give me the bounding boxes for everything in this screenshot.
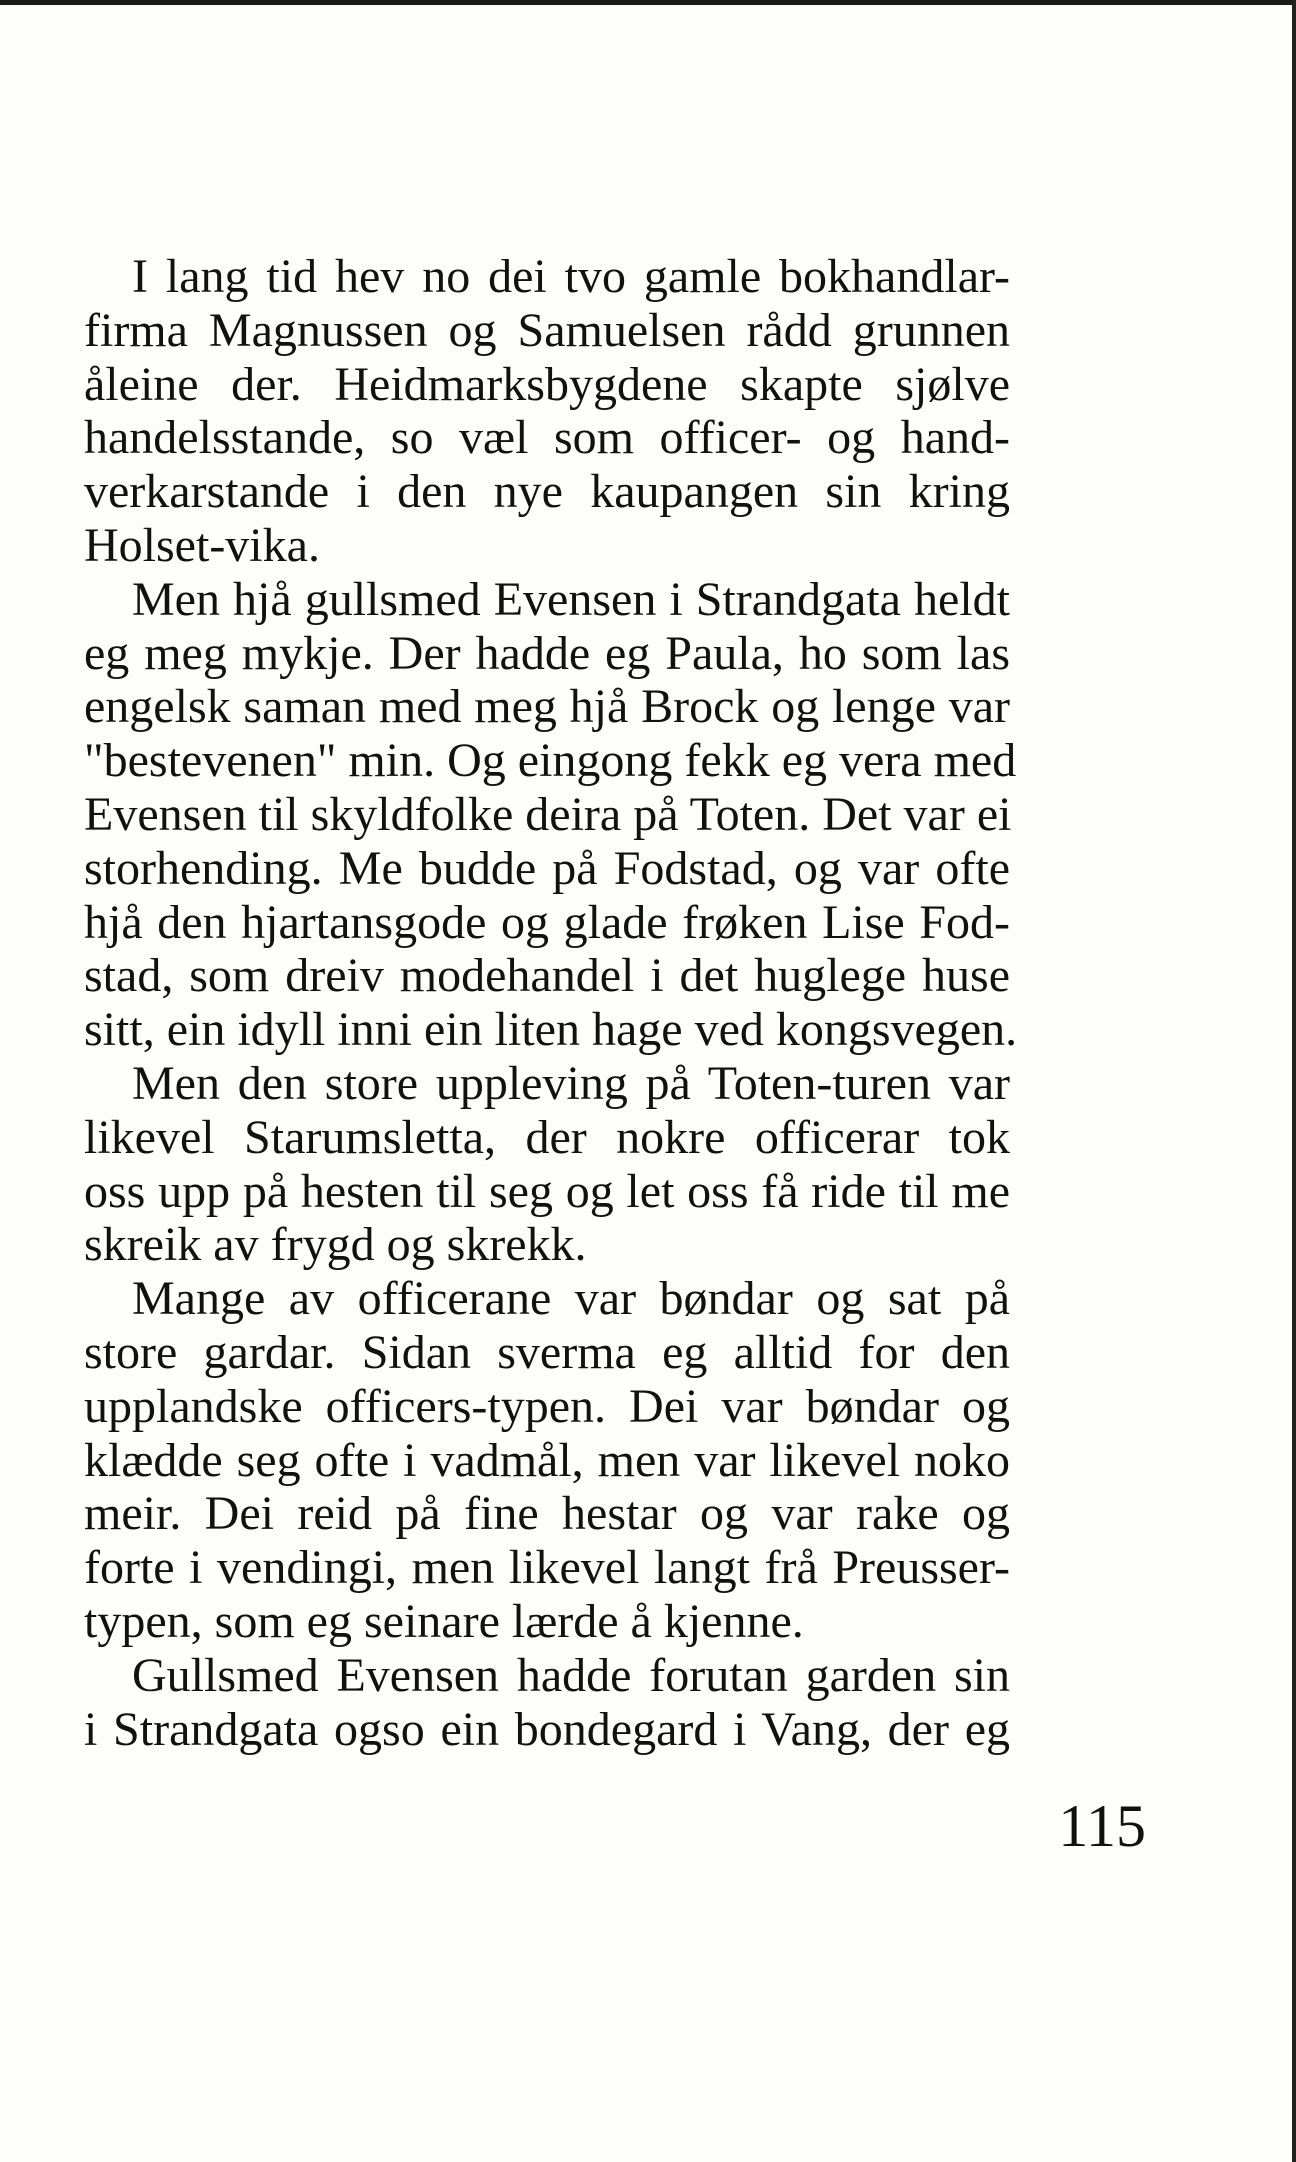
right-edge-rule	[1292, 0, 1296, 2162]
text-line: Evensen til skyldfolke deira på Toten. Det var ei	[84, 787, 1012, 841]
text-line: åleine der. Heidmarksbygdene skapte sjølve	[84, 357, 1010, 411]
text-line: Mange av officerane var bøndar og sat på	[132, 1272, 1010, 1326]
text-line: sitt, ein idyll inni ein liten hage ved kongsvegen.	[84, 1003, 1018, 1057]
text-line: Gullsmed Evensen hadde forutan garden sin	[132, 1648, 1010, 1702]
text-line: skreik av frygd og skrekk.	[84, 1218, 587, 1272]
text-line: firma Magnussen og Samuelsen rådd grunnen	[84, 303, 1010, 357]
text-line: handelsstande, so væl som officer- og hand-	[84, 411, 1010, 465]
text-line: i Strandgata ogso ein bondegard i Vang, der eg	[84, 1702, 1010, 1756]
text-line: "bestevenen" min. Og eingong fekk eg vera med	[84, 734, 1017, 788]
text-line: verkarstande i den nye kaupangen sin kring	[84, 465, 1010, 519]
text-line: oss upp på hesten til seg og let oss få ride til me	[84, 1164, 1010, 1218]
text-line: storhending. Me budde på Fodstad, og var ofte	[84, 841, 1010, 895]
text-line: meir. Dei reid på fine hestar og var rake og	[84, 1487, 1010, 1541]
text-line: klædde seg ofte i vadmål, men var likevel noko	[84, 1433, 1010, 1487]
page-number: 115	[1058, 1793, 1146, 1859]
body-text	[84, 250, 1018, 1756]
text-line: Holset-vika.	[84, 518, 320, 572]
text-line: typen, som eg seinare lærde å kjenne.	[84, 1594, 804, 1648]
text-line: Men hjå gullsmed Evensen i Strandgata heldt	[132, 572, 1010, 626]
text-line: eg meg mykje. Der hadde eg Paula, ho som las	[84, 626, 1010, 680]
text-line: store gardar. Sidan sverma eg alltid for den	[84, 1325, 1010, 1379]
text-line: upplandske officers-typen. Dei var bøndar og	[84, 1379, 1010, 1433]
text-line: I lang tid hev no dei tvo gamle bokhandlar-	[132, 250, 1010, 303]
top-edge-rule	[0, 0, 1296, 5]
text-line: stad, som dreiv modehandel i det huglege huse	[84, 949, 1010, 1003]
text-line: hjå den hjartansgode og glade frøken Lise Fod-	[84, 895, 1010, 949]
text-line: engelsk saman med meg hjå Brock og lenge var	[84, 680, 1010, 734]
text-line: forte i vendingi, men likevel langt frå Preusser-	[84, 1541, 1010, 1595]
text-line: Men den store uppleving på Toten-turen var	[132, 1056, 1010, 1110]
text-line: likevel Starumsletta, der nokre officerar tok	[84, 1110, 1010, 1164]
